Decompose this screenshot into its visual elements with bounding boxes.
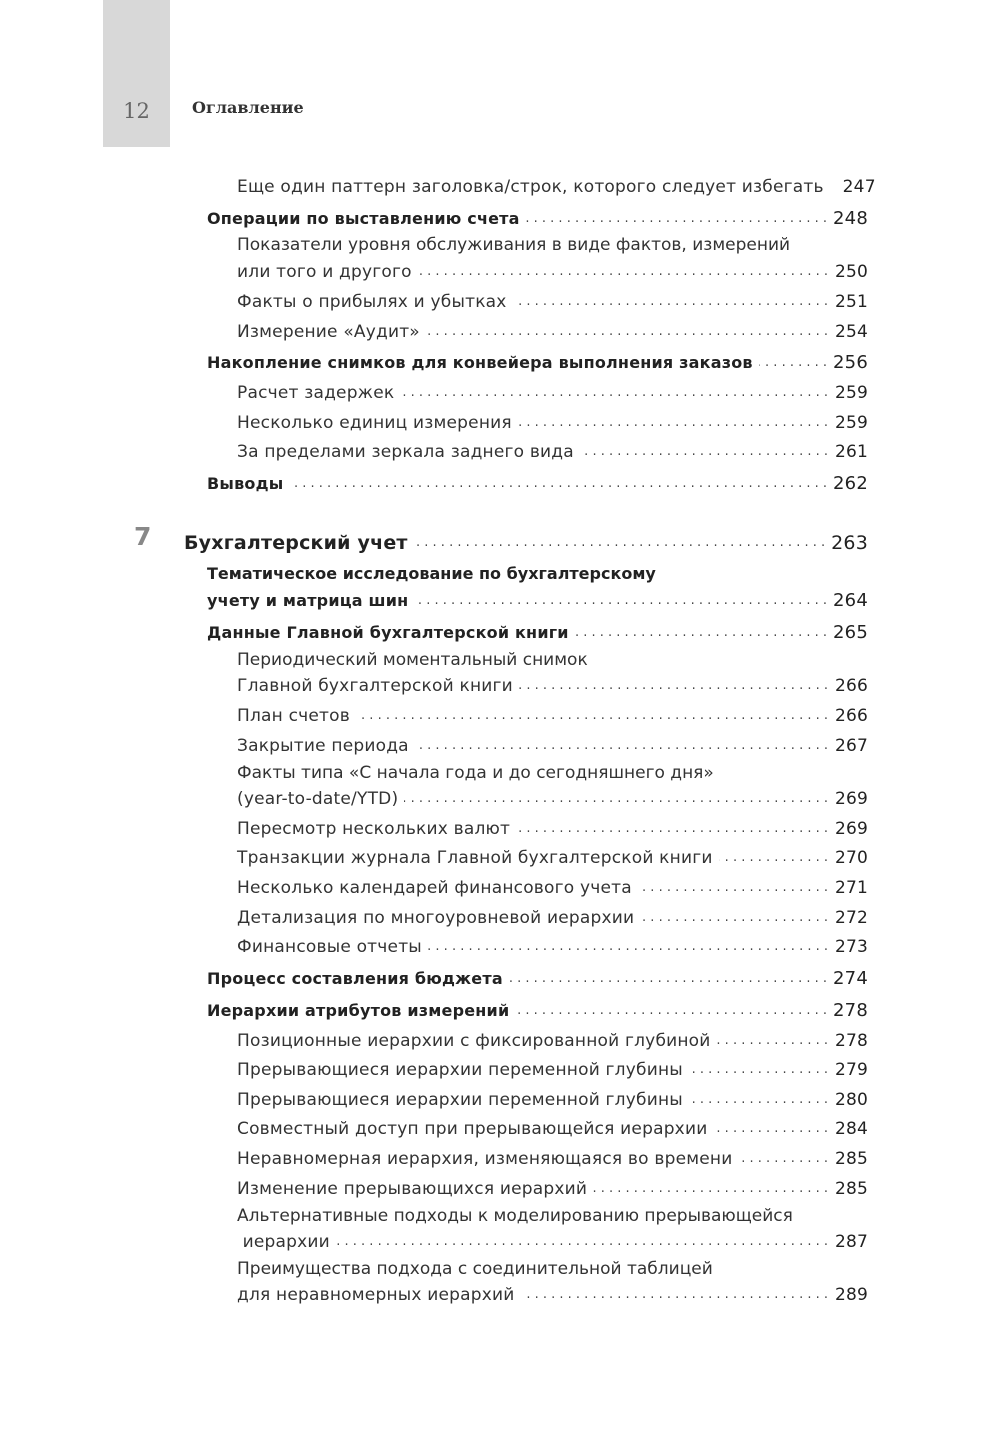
toc-entry-page: 263 [831,532,868,554]
toc-entry-page: 278 [834,1031,868,1051]
toc-entry-title: Финансовые отчеты [237,937,422,957]
page-number-tab [103,0,170,147]
toc-entry-title: Детализация по многоуровневой иерархии [237,908,635,928]
page-number: 12 [123,99,150,123]
dot-leader [515,1000,827,1022]
toc-entry-title: Накопление снимков для конвейера выполнения заказов [207,353,753,372]
toc-entry [237,378,868,404]
toc-chapter-entry [184,528,868,554]
dot-leader [640,907,828,929]
toc-entry [237,873,868,899]
toc-entry-page: 259 [834,413,868,433]
toc-entry [237,843,868,869]
toc-entry-page: 247 [842,177,876,197]
toc-entry-title: Измерение «Аудит» [237,322,420,342]
dot-leader [336,1231,828,1253]
toc-entry-page: 280 [834,1090,868,1110]
toc-entry [207,469,868,495]
toc-entry-title: Несколько единиц измерения [237,413,512,433]
toc-entry [237,1174,868,1200]
toc-entry-page: 251 [834,292,868,312]
dot-leader [289,473,827,495]
toc-entry [237,172,876,198]
dot-leader [356,705,828,727]
toc-entry-title: Прерывающиеся иерархии переменной глубины [237,1090,683,1110]
toc-entry [207,964,868,990]
toc-entry [237,731,868,757]
toc-entry [207,618,868,644]
toc-entry-title: (year-to-date/YTD) [237,789,399,809]
toc-entry-title: Факты о прибылях и убытках [237,292,507,312]
toc-entry-title: План счетов [237,706,350,726]
toc-entry-page: 289 [834,1285,868,1305]
dot-leader [521,1284,828,1306]
toc-entry-title: учету и матрица шин [207,591,409,610]
dot-leader [580,441,828,463]
toc-entry-title: За пределами зеркала заднего вида [237,442,574,462]
dot-leader [509,968,827,990]
toc-entry-title: Процесс составления бюджета [207,969,503,988]
toc-entry-title: для неравномерных иерархий [237,1285,515,1305]
toc-entry-page: 272 [834,908,868,928]
dot-leader [426,321,828,343]
dot-leader [400,382,828,404]
toc-entry-title: Операции по выставлению счета [207,209,520,228]
toc-entry-page: 285 [834,1179,868,1199]
dot-leader [719,847,828,869]
toc-entry-title: Закрытие периода [237,736,409,756]
toc-entry-page: 278 [833,1000,868,1021]
toc-entry-page: 262 [833,473,868,494]
running-header: Оглавление [192,98,304,117]
toc-entry-page: 259 [834,383,868,403]
dot-leader [513,291,828,313]
toc-entry [237,317,868,343]
dot-leader [638,877,828,899]
dot-leader [518,412,828,434]
toc-entry-title: Совместный доступ при прерывающейся иерархии [237,1119,708,1139]
dot-leader [414,590,827,612]
toc-entry [237,1085,868,1111]
dot-leader [575,622,827,644]
toc-entry [237,932,868,958]
dot-leader [404,788,828,810]
toc-entry [237,1144,868,1170]
toc-entry [237,1280,868,1306]
dot-leader [689,1059,828,1081]
toc-entry-title: Транзакции журнала Главной бухгалтерской книги [237,848,713,868]
toc-entry-title-line1: Альтернативные подходы к моделированию прерывающейся [237,1206,793,1226]
toc-entry-page: 273 [834,937,868,957]
toc-entry [237,701,868,727]
dot-leader [519,675,828,697]
dot-leader [738,1148,828,1170]
toc-entry-title: Неравномерная иерархия, изменяющаяся во времени [237,1149,733,1169]
toc-entry-page: 279 [834,1060,868,1080]
toc-entry [237,1227,868,1253]
toc-entry [237,1055,868,1081]
toc-entry-page: 270 [834,848,868,868]
toc-entry-page: 265 [833,622,868,643]
dot-leader [689,1089,828,1111]
toc-entry-title: Изменение прерывающихся иерархий [237,1179,588,1199]
toc-entry [207,996,868,1022]
dot-leader [418,261,828,283]
toc-entry [237,903,868,929]
dot-leader [713,1118,828,1140]
toc-entry [237,1026,868,1052]
toc-entry-title-line1: Факты типа «С начала года и до сегодняшнего дня» [237,763,714,783]
toc-entry [207,348,868,374]
toc-entry-page: 261 [834,442,868,462]
toc-entry [237,671,868,697]
toc-entry [207,586,868,612]
toc-entry-page: 271 [834,878,868,898]
toc-entry [237,814,868,840]
toc-entry-title: Выводы [207,474,284,493]
toc-entry-title: Позиционные иерархии с фиксированной глубиной [237,1031,711,1051]
dot-leader [593,1178,828,1200]
toc-entry-title-line1: Периодический моментальный снимок [237,650,588,670]
toc-entry [237,784,868,810]
toc-entry-page: 266 [834,706,868,726]
toc-entry-page: 256 [833,352,868,373]
toc-entry [207,204,868,230]
toc-entry-title: Несколько календарей финансового учета [237,878,632,898]
toc-entry-page: 284 [834,1119,868,1139]
toc-entry [237,1114,868,1140]
dot-leader [759,352,827,374]
dot-leader [415,735,828,757]
toc-entry [237,287,868,313]
dot-leader [526,208,827,230]
toc-entry [237,408,868,434]
toc-entry-title: иерархии [237,1232,330,1252]
toc-entry-title: или того и другого [237,262,412,282]
toc-entry-page: 264 [833,590,868,611]
toc-entry-page: 254 [834,322,868,342]
dot-leader [516,818,828,840]
chapter-number: 7 [134,522,152,551]
toc-entry-title: Иерархии атрибутов измерений [207,1001,510,1020]
toc-entry-page: 285 [834,1149,868,1169]
toc-entry [237,257,868,283]
toc-entry-title: Еще один паттерн заголовка/строк, которого следует избегать [237,177,824,197]
toc-entry-title: Главной бухгалтерской книги [237,676,513,696]
toc-entry-title: Прерывающиеся иерархии переменной глубины [237,1060,683,1080]
toc-entry-title-line1: Преимущества подхода с соединительной таблицей [237,1259,713,1279]
toc-entry [237,437,868,463]
dot-leader [717,1030,828,1052]
toc-entry-page: 267 [834,736,868,756]
toc-entry-page: 250 [834,262,868,282]
toc-entry-page: 269 [834,789,868,809]
toc-entry-title: Бухгалтерский учет [184,532,408,554]
toc-entry-title-line1: Показатели уровня обслуживания в виде фактов, измерений [237,235,791,255]
toc-entry-page: 274 [833,968,868,989]
dot-leader [414,532,826,554]
toc-entry-page: 269 [834,819,868,839]
toc-entry-title: Расчет задержек [237,383,395,403]
toc-entry-page: 248 [833,208,868,229]
toc-entry-title: Пересмотр нескольких валют [237,819,511,839]
toc-entry-title: Данные Главной бухгалтерской книги [207,623,569,642]
toc-entry-page: 287 [834,1232,868,1252]
dot-leader [428,936,828,958]
toc-entry-page: 266 [834,676,868,696]
toc-entry-title-line1: Тематическое исследование по бухгалтерскому [207,564,656,583]
